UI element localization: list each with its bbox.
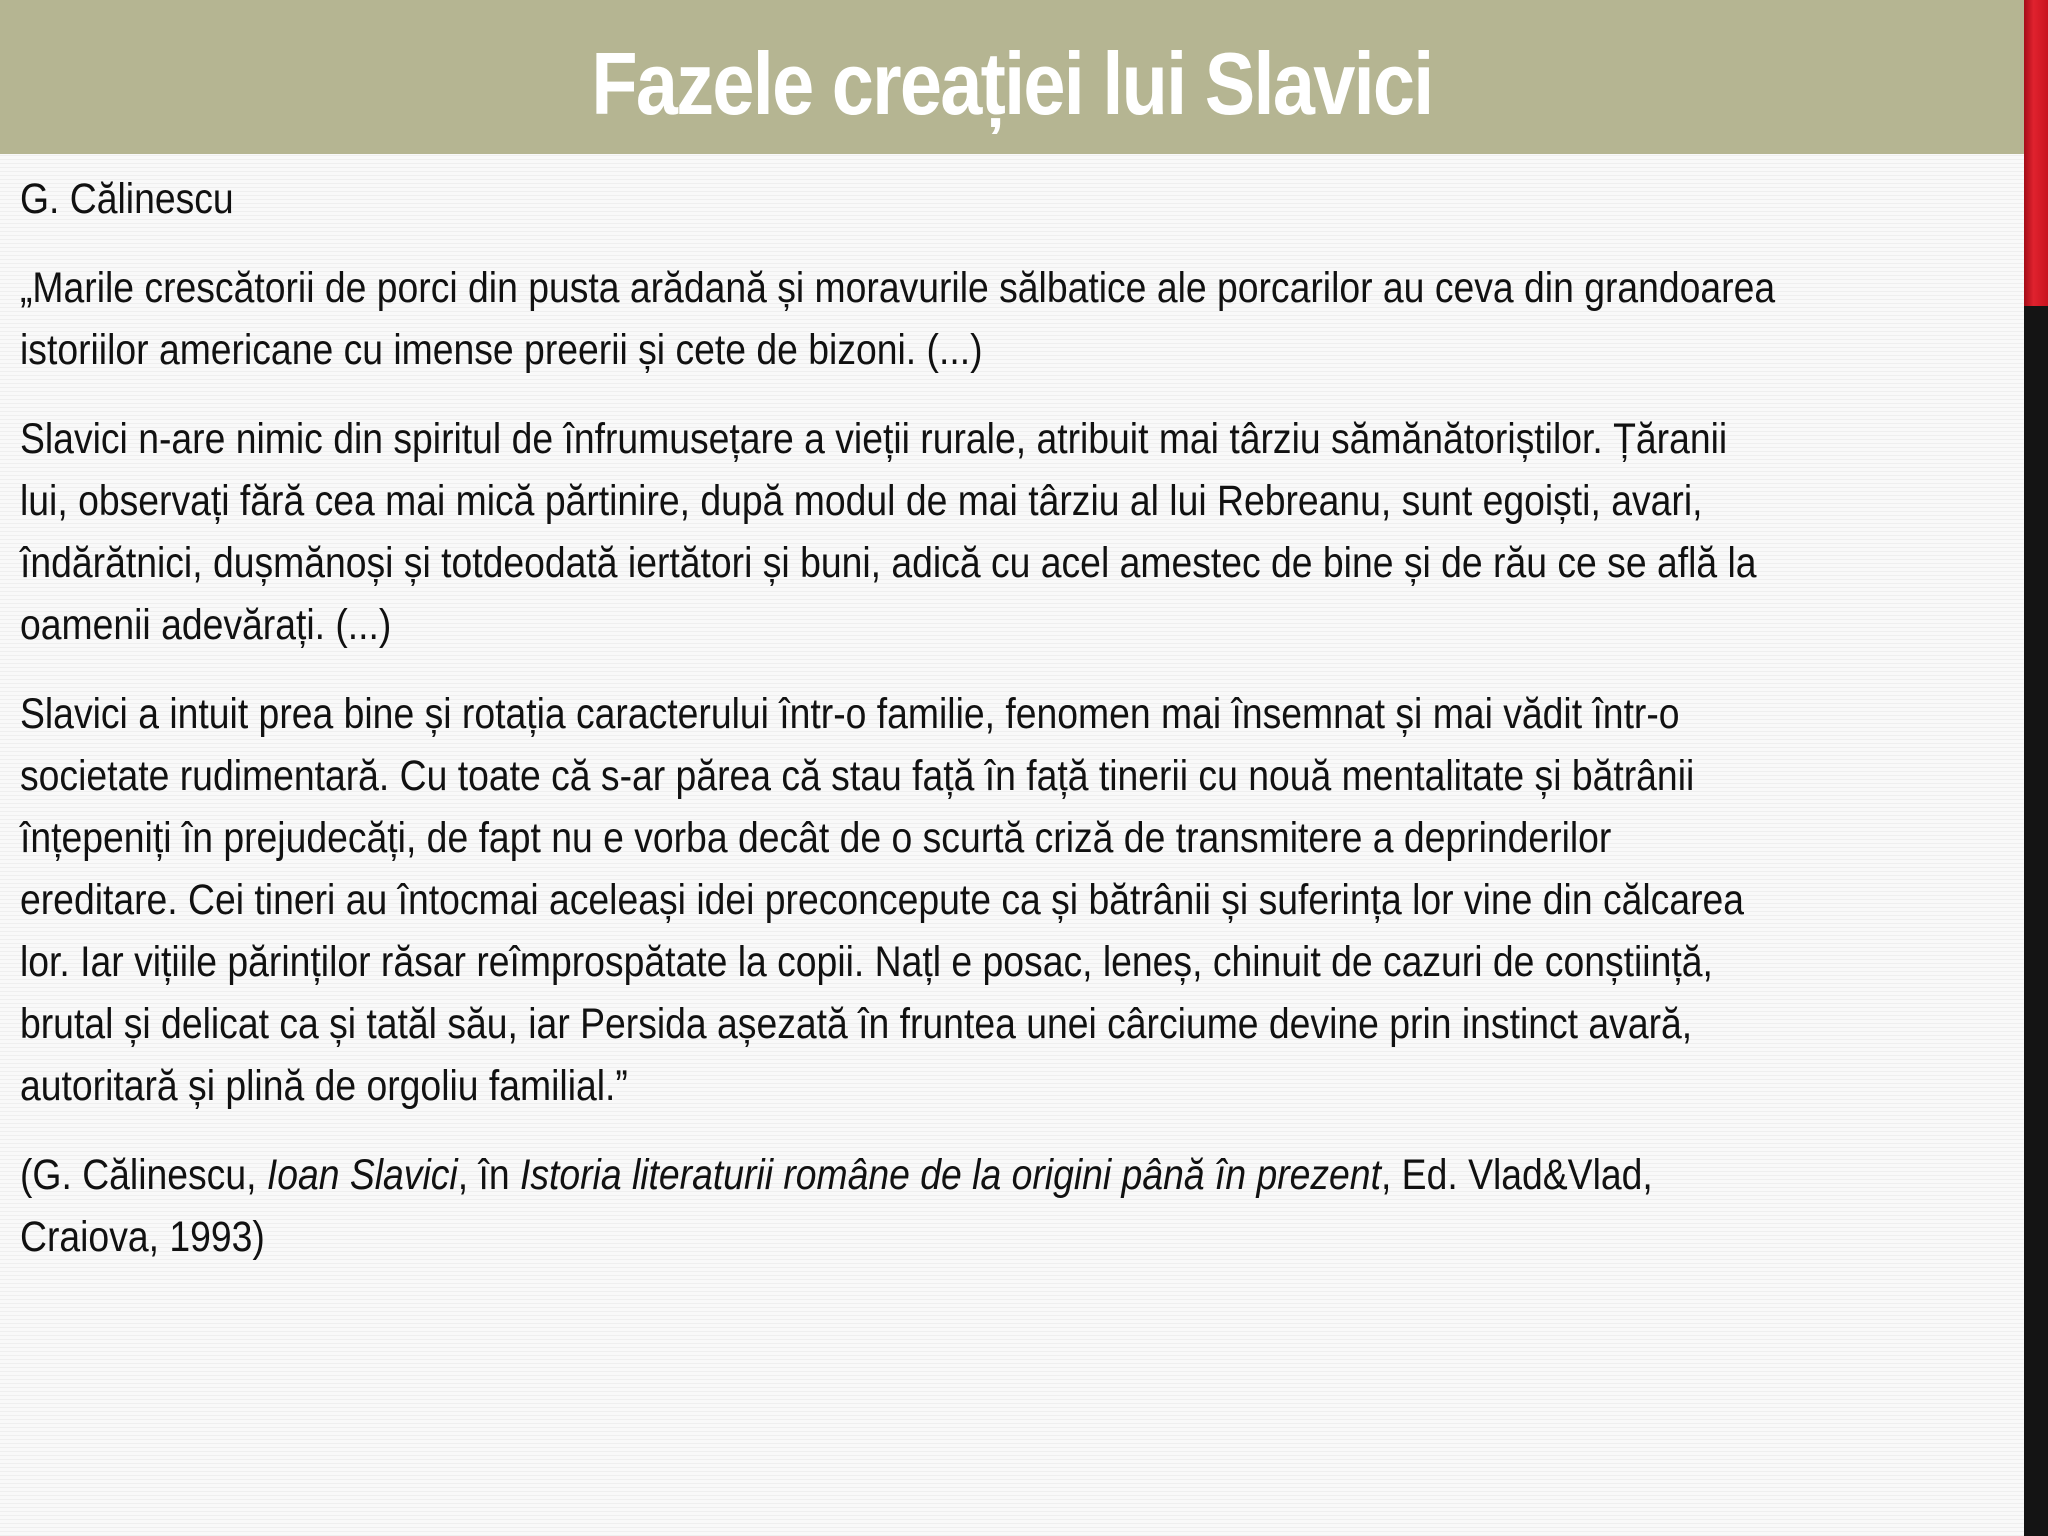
text-line: înțepeniți în prejudecăți, de fapt nu e vorba decât de o scurtă criză de transmitere a deprinderilor [20, 814, 1612, 862]
citation-line-1 [20, 1144, 2016, 1206]
text-line: societate rudimentară. Cu toate că s-ar părea că stau față în față tinerii cu nouă mentalitate și bătrânii [20, 752, 1695, 800]
citation-mid: , în [457, 1151, 520, 1199]
text-line: Slavici n-are nimic din spiritul de înfrumusețare a vieții rurale, atribuit mai târziu sămănătoriștilor. Țăranii [20, 415, 1728, 463]
quote-paragraph-2 [20, 408, 2016, 656]
text-line: autoritară și plină de orgoliu familial.” [20, 1062, 628, 1110]
author-line [20, 168, 2016, 230]
text-line: lui, observați fără cea mai mică părtinire, după modul de mai târziu al lui Rebreanu, sunt egoiști, avari, [20, 477, 1703, 525]
citation-open: (G. Călinescu, [20, 1151, 267, 1199]
side-bar-accent [2024, 0, 2048, 306]
slide-title: Fazele creației lui Slavici [591, 34, 1433, 133]
text-line: Slavici a intuit prea bine și rotația caracterului într-o familie, fenomen mai însemnat și mai vădit într-o [20, 690, 1680, 738]
text-line: oamenii adevărați. (...) [20, 601, 392, 649]
text-line: brutal și delicat ca și tatăl său, iar Persida așezată în fruntea unei cârciume devine prin instinct avară, [20, 1000, 1693, 1048]
citation [20, 1144, 2016, 1268]
quote-paragraph-1 [20, 257, 2016, 381]
citation-publisher: , Ed. Vlad&Vlad, [1380, 1151, 1653, 1199]
text-line: ereditare. Cei tineri au întocmai aceleași idei preconcepute ca și bătrânii și suferința lor vine din călcarea [20, 876, 1745, 924]
author-name: G. Călinescu [20, 175, 234, 223]
citation-book-title: Istoria literaturii române de la origini până în prezent [519, 1151, 1381, 1199]
text-line: îndărătnici, dușmănoși și totdeodată iertători și buni, adică cu acel amestec de bine și de rău ce se află la [20, 539, 1757, 587]
text-line: istoriilor americane cu imense preerii și cete de bizoni. (...) [20, 326, 983, 374]
citation-work-title: Ioan Slavici [266, 1151, 458, 1199]
citation-line-2: Craiova, 1993) [20, 1213, 265, 1261]
text-line: „Marile crescătorii de porci din pusta arădană și moravurile sălbatice ale porcarilor au ceva din grandoarea [20, 264, 1776, 312]
quote-paragraph-3 [20, 683, 2016, 1117]
slide-content [20, 168, 2016, 1295]
text-line: lor. Iar vițiile părinților răsar reîmprospătate la copii. Națl e posac, leneș, chinuit de cazuri de conștiință, [20, 938, 1713, 986]
